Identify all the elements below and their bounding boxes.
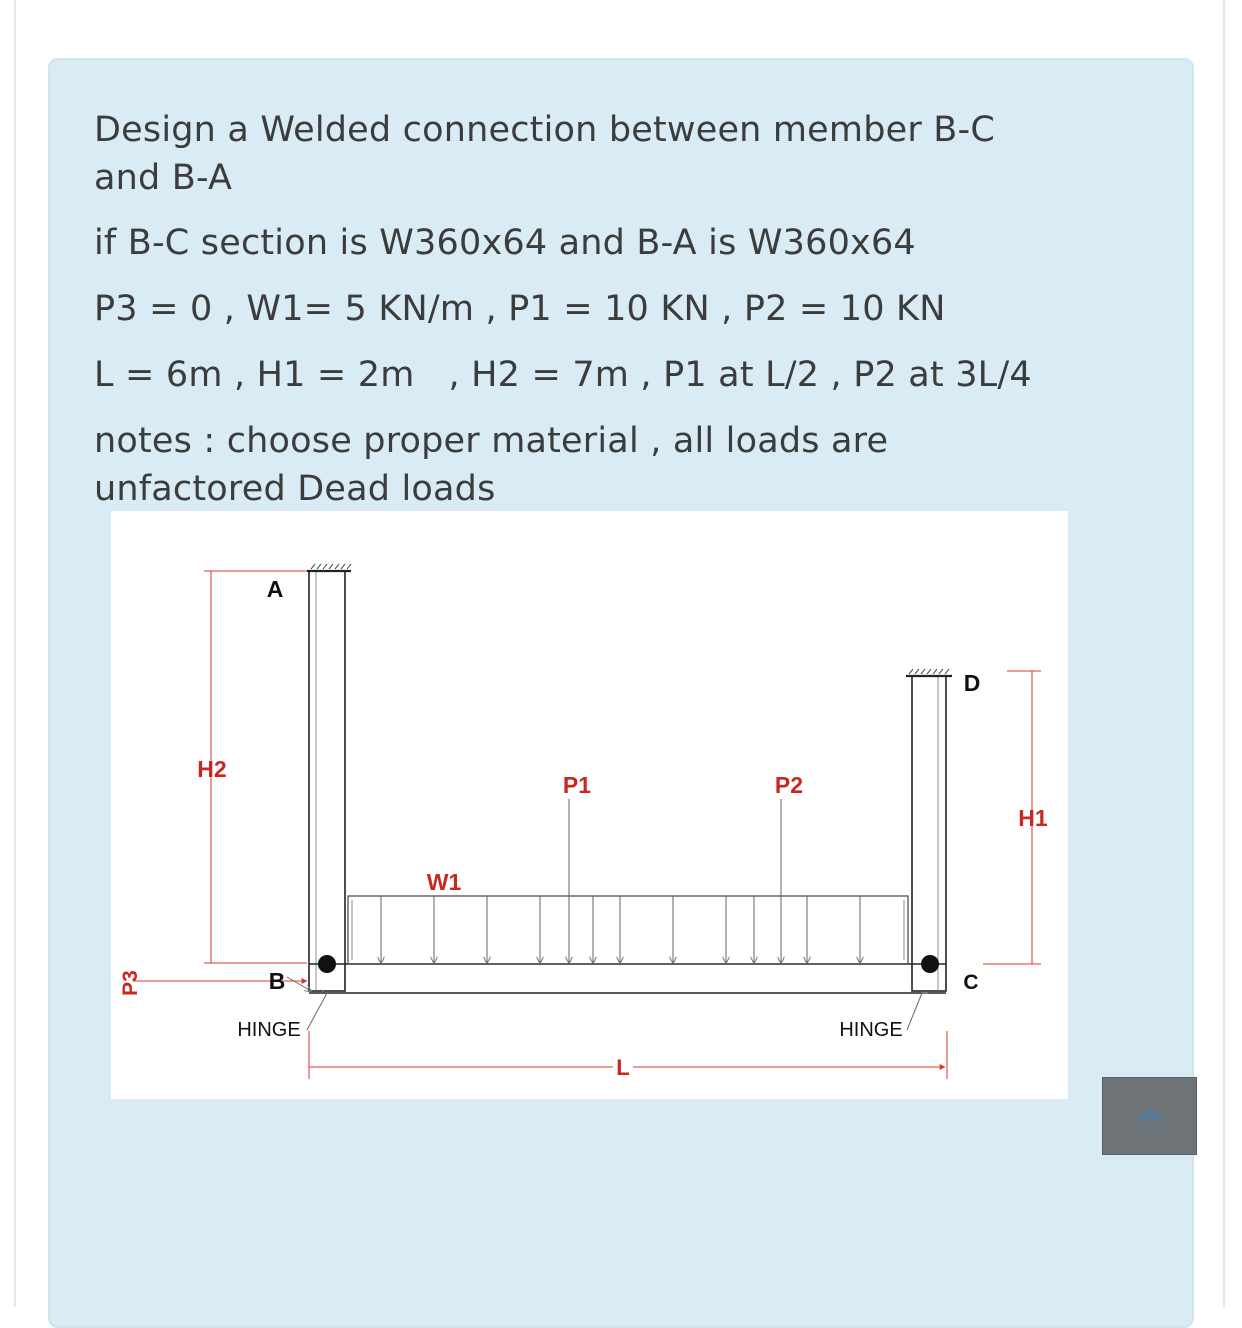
label-a: A (266, 576, 284, 602)
frame-diagram (111, 511, 1068, 1099)
question-line-4: P3 = 0 , W1= 5 KN/m , P1 = 10 KN , P2 = 10 KN (94, 289, 946, 329)
question-line-5: L = 6m , H1 = 2m , H2 = 7m , P1 at L/2 , P2 at 3L/4 (94, 355, 1032, 395)
label-b: B (268, 968, 286, 994)
question-line-7: unfactored Dead loads (94, 469, 496, 509)
hinge-label-left: HINGE (237, 1019, 301, 1041)
label-w1: W1 (426, 869, 462, 895)
question-line-2: and B-A (94, 158, 233, 198)
label-p1: P1 (562, 772, 592, 798)
page-border-left (14, 0, 16, 1307)
label-p2: P2 (774, 772, 804, 798)
beam-b-c (309, 964, 946, 993)
column-a-b (307, 564, 351, 991)
label-h1: H1 (1018, 805, 1048, 831)
page-border-right (1223, 0, 1225, 1307)
column-c-d (906, 669, 952, 991)
joint-c-dot (921, 955, 939, 973)
scroll-to-top-button[interactable] (1102, 1077, 1197, 1155)
label-c: C (963, 971, 979, 994)
joint-b-dot (318, 955, 336, 973)
label-h2: H2 (197, 756, 227, 782)
label-p3: P3 (119, 970, 142, 996)
question-line-6: notes : choose proper material , all loads are (94, 421, 889, 461)
question-line-3: if B-C section is W360x64 and B-A is W360x64 (94, 223, 916, 263)
question-line-1: Design a Welded connection between member B-C (94, 110, 995, 150)
label-l: L (616, 1055, 630, 1080)
b-leader-arrow (287, 977, 311, 991)
distributed-load-w1 (348, 896, 908, 964)
label-d: D (963, 670, 981, 696)
hinge-left-leader (307, 990, 327, 1030)
hinge-label-right: HINGE (839, 1019, 903, 1041)
hinge-right-leader (907, 993, 928, 1030)
chevron-up-icon (1137, 1108, 1163, 1124)
structure-figure (111, 511, 1068, 1099)
